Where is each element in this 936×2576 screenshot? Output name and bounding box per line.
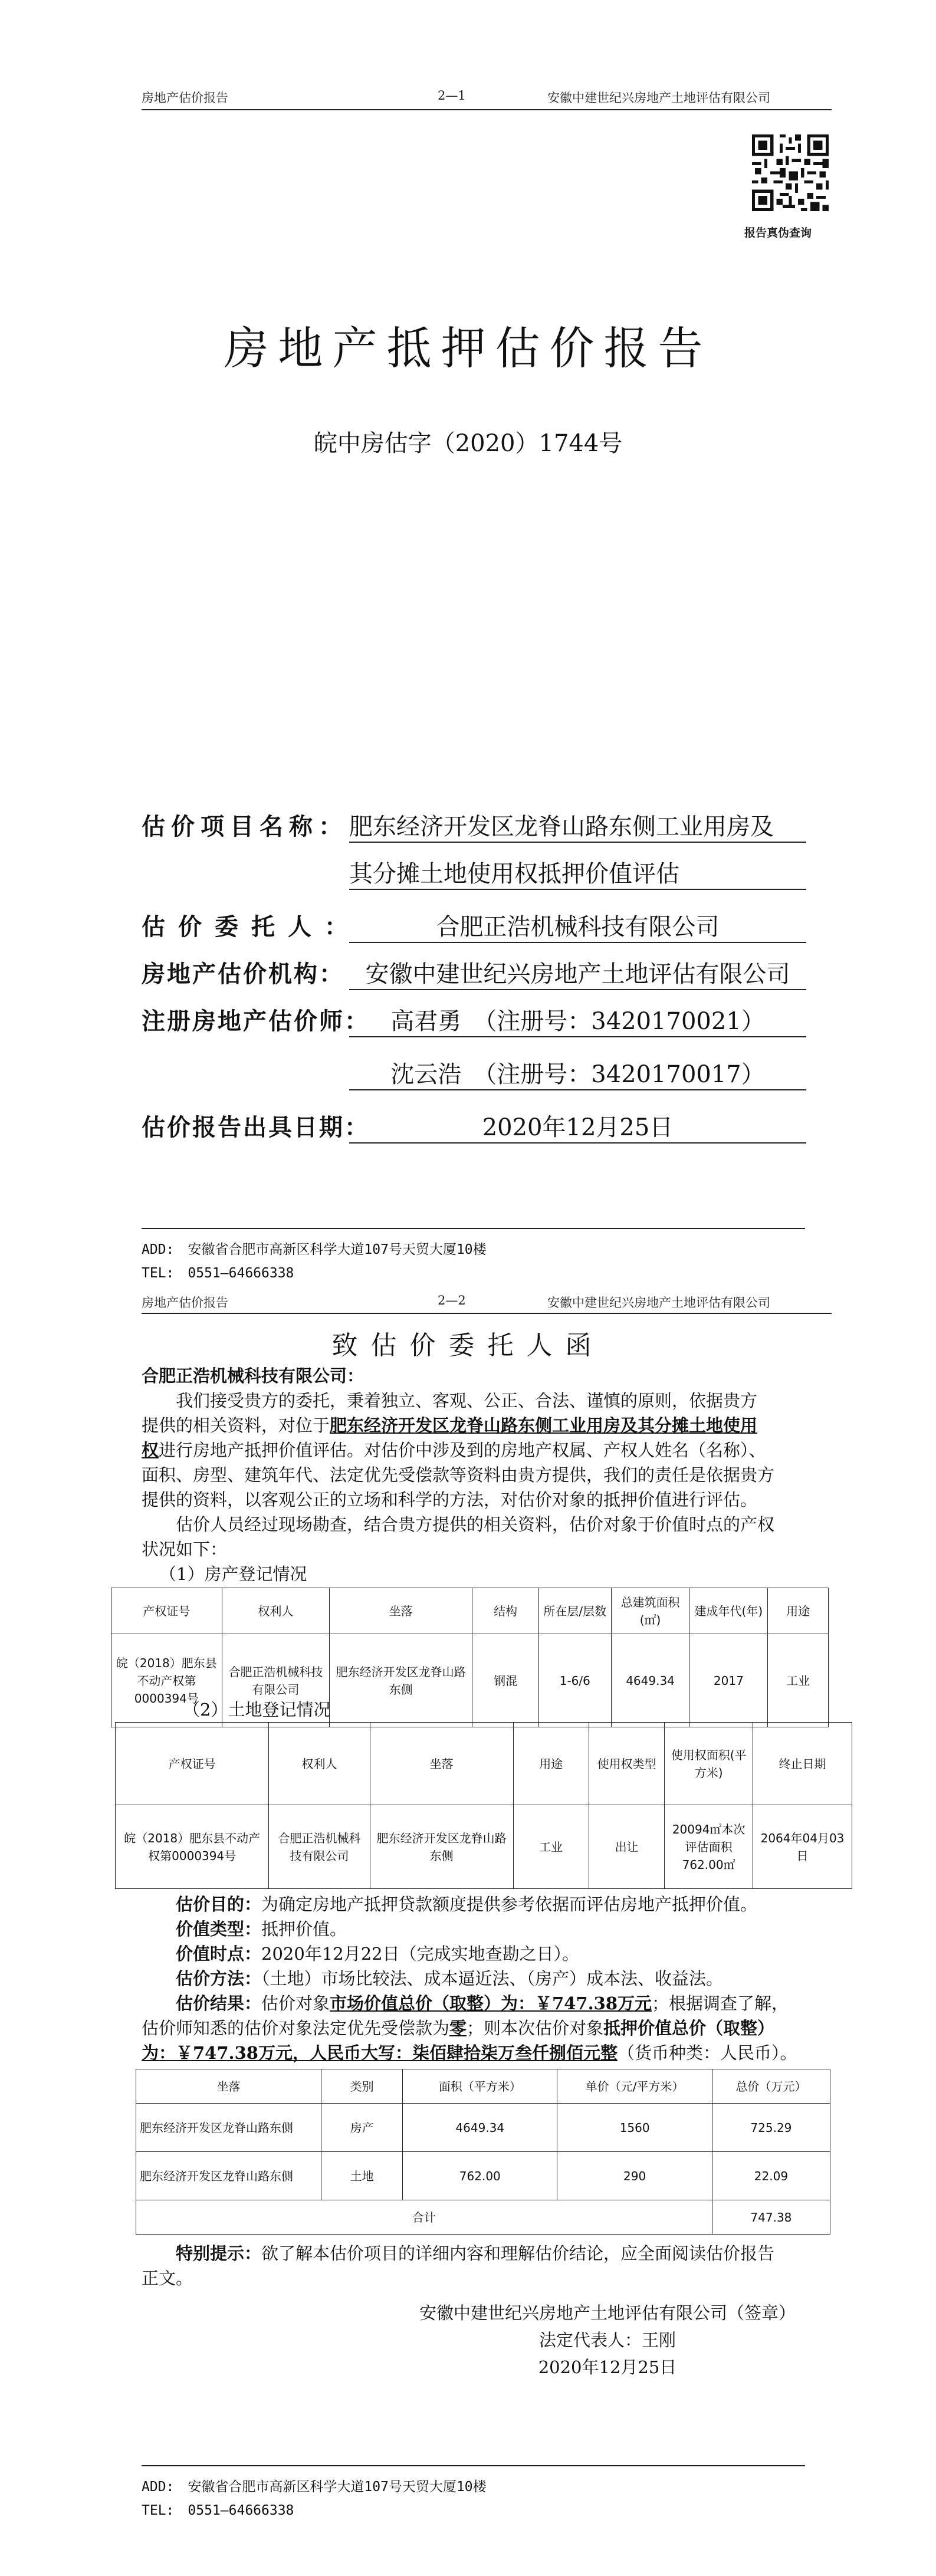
table-header: 坐落	[370, 1723, 513, 1805]
footer-address: ADD: 安徽省合肥市高新区科学大道107号天贸大厦10楼	[142, 1242, 487, 1257]
table-cell: 合肥正浩机械科技有限公司	[269, 1805, 370, 1889]
appraiser-2: 沈云浩 （注册号：3420170017）	[349, 1056, 806, 1090]
table-cell: 762.00	[403, 2152, 557, 2200]
table-header: 权利人	[222, 1588, 329, 1634]
table-header: 权利人	[269, 1723, 370, 1805]
footer-rule	[142, 1228, 805, 1229]
table-header: 坐落	[330, 1588, 472, 1634]
table-cell: 土地	[321, 2152, 403, 2200]
table-cell: 725.29	[712, 2104, 830, 2152]
table-total-row	[136, 2200, 830, 2235]
letter-title: 致估价委托人函	[331, 1330, 605, 1361]
table-header: 用途	[513, 1723, 589, 1805]
total-value: 747.38	[712, 2200, 830, 2235]
paragraph-1-line-3: 权进行房地产抵押价值评估。对估价中涉及到的房地产权属、产权人姓名（名称）、	[142, 1440, 766, 1460]
table-header: 用途	[768, 1588, 829, 1634]
signature-company: 安徽中建世纪兴房地产土地评估有限公司（签章）	[419, 2303, 796, 2323]
project-name-label: 估价项目名称：	[142, 813, 348, 840]
paragraph-1-line-2: 提供的相关资料，对位于肥东经济开发区龙脊山路东侧工业用房及其分摊土地使用	[142, 1415, 758, 1435]
table-cell: 皖（2018）肥东县不动产权第0000394号	[116, 1805, 269, 1889]
table-row	[116, 1805, 852, 1889]
qr-caption: 报告真伪查询	[744, 226, 812, 239]
table-header: 总价（万元）	[712, 2069, 830, 2104]
header-rule	[142, 109, 832, 110]
table-cell: 钢混	[472, 1634, 539, 1727]
paragraph-1-line-5: 提供的资料，以客观公正的立场和科学的方法，对估价对象的抵押价值进行评估。	[142, 1490, 758, 1510]
table-cell: 出让	[589, 1805, 664, 1889]
table-header: 面积（平方米）	[403, 2069, 557, 2104]
land-section-caption: （2）土地登记情况	[183, 1700, 331, 1720]
report-title: 房地产抵押估价报告	[224, 322, 712, 374]
purpose-line: 估价目的：为确定房地产抵押贷款额度提供参考依据而评估房地产抵押价值。	[176, 1894, 758, 1914]
result-line-1: 估价结果：估价对象市场价值总价（取整）为：￥747.38万元；根据调查了解，	[176, 1993, 789, 2013]
table-header: 终止日期	[753, 1723, 852, 1805]
table-header: 坐落	[136, 2069, 321, 2104]
footer-phone: TEL: 0551—64666338	[142, 1266, 294, 1281]
table-cell: 肥东经济开发区龙脊山路东侧	[136, 2152, 321, 2200]
table-cell: 1560	[557, 2104, 712, 2152]
special-note-line-2: 正文。	[142, 2268, 193, 2288]
table-header: 建成年代(年)	[689, 1588, 768, 1634]
table-header: 单价（元/平方米）	[557, 2069, 712, 2104]
table-cell: 2064年04月03日	[753, 1805, 852, 1889]
land-registration-table	[115, 1722, 852, 1889]
report-date-value: 2020年12月25日	[349, 1109, 806, 1144]
header-rule	[142, 1313, 832, 1314]
footer-phone: TEL: 0551—64666338	[142, 2503, 294, 2518]
table-header: 使用权类型	[589, 1723, 664, 1805]
header-right: 安徽中建世纪兴房地产土地评估有限公司	[547, 1296, 770, 1310]
table-cell: 工业	[513, 1805, 589, 1889]
client-label: 估价委托人：	[142, 913, 361, 941]
table-header: 结构	[472, 1588, 539, 1634]
header-left: 房地产估价报告	[142, 91, 228, 105]
header-left: 房地产估价报告	[142, 1296, 228, 1310]
table-cell: 工业	[768, 1634, 829, 1727]
table-header: 产权证号	[116, 1723, 269, 1805]
paragraph-2-line-1: 估价人员经过现场勘查，结合贵方提供的相关资料，估价对象于价值时点的产权	[176, 1514, 775, 1535]
table-cell: 290	[557, 2152, 712, 2200]
table-cell: 4649.34	[611, 1634, 689, 1727]
method-line: 估价方法：（土地）市场比较法、成本逼近法、（房产）成本法、收益法。	[176, 1969, 724, 1989]
valuation-table	[136, 2069, 830, 2235]
header-page-number: 2—1	[438, 88, 466, 103]
result-line-3: 为：￥747.38万元，人民币大写：柒佰肆拾柒万叁仟捌佰元整（货币种类：人民币）。	[142, 2043, 797, 2063]
table-cell: 肥东经济开发区龙脊山路东侧	[136, 2104, 321, 2152]
paragraph-1-line-1: 我们接受贵方的委托，秉着独立、客观、公正、合法、谨慎的原则，依据贵方	[176, 1391, 758, 1411]
table-cell: 合肥正浩机械科技有限公司	[222, 1634, 329, 1727]
appraiser-label: 注册房地产估价师：	[142, 1007, 370, 1035]
project-name-line2: 其分摊土地使用权抵押价值评估	[349, 855, 806, 890]
table-header: 类别	[321, 2069, 403, 2104]
table-cell: 4649.34	[403, 2104, 557, 2152]
header-page-number: 2—2	[438, 1293, 466, 1307]
table-cell: 房产	[321, 2104, 403, 2152]
table-row	[136, 2104, 830, 2152]
table-cell: 2017	[689, 1634, 768, 1727]
value-type-line: 价值类型：抵押价值。	[176, 1919, 347, 1939]
paragraph-2-line-2: 状况如下：	[142, 1539, 228, 1559]
report-number: 皖中房估字（2020）1744号	[313, 430, 623, 457]
table-header: 产权证号	[111, 1588, 222, 1634]
table-cell: 肥东经济开发区龙脊山路东侧	[330, 1634, 472, 1727]
total-label: 合计	[136, 2200, 712, 2235]
appraiser-1: 高君勇 （注册号：3420170021）	[349, 1003, 806, 1037]
table-row	[136, 2152, 830, 2200]
special-note-line-1: 特别提示：欲了解本估价项目的详细内容和理解估价结论，应全面阅读估价报告	[176, 2243, 775, 2263]
agency-label: 房地产估价机构：	[142, 960, 344, 988]
table-header: 使用权面积(平方米)	[665, 1723, 753, 1805]
report-date-label: 估价报告出具日期：	[142, 1113, 370, 1141]
paragraph-1-line-4: 面积、房型、建筑年代、法定优先受偿款等资料由贵方提供，我们的责任是依据贵方	[142, 1465, 775, 1485]
agency-value: 安徽中建世纪兴房地产土地评估有限公司	[349, 955, 806, 990]
salutation: 合肥正浩机械科技有限公司：	[142, 1366, 364, 1386]
footer-address: ADD: 安徽省合肥市高新区科学大道107号天贸大厦10楼	[142, 2479, 487, 2495]
house-section-caption: （1）房产登记情况	[159, 1564, 307, 1584]
value-timepoint-line: 价值时点：2020年12月22日（完成实地查勘之日）。	[176, 1944, 580, 1964]
table-header: 总建筑面积(㎡)	[611, 1588, 689, 1634]
table-cell: 1-6/6	[538, 1634, 611, 1727]
header-right: 安徽中建世纪兴房地产土地评估有限公司	[547, 91, 770, 105]
table-header: 所在层/层数	[538, 1588, 611, 1634]
project-name-line1: 肥东经济开发区龙脊山路东侧工业用房及	[349, 808, 806, 843]
signature-date: 2020年12月25日	[538, 2357, 677, 2377]
table-cell: 22.09	[712, 2152, 830, 2200]
signature-representative: 法定代表人：王刚	[538, 2330, 676, 2350]
qr-code-icon[interactable]	[752, 134, 829, 211]
table-cell: 肥东经济开发区龙脊山路东侧	[370, 1805, 513, 1889]
footer-rule	[142, 2465, 805, 2466]
table-cell: 20094㎡本次评估面积762.00㎡	[665, 1805, 753, 1889]
result-line-2: 估价师知悉的估价对象法定优先受偿款为零；则本次估价对象抵押价值总价（取整）	[142, 2018, 775, 2038]
client-value: 合肥正浩机械科技有限公司	[349, 908, 806, 943]
table-cell: 皖（2018）肥东县不动产权第0000394号	[111, 1634, 222, 1727]
